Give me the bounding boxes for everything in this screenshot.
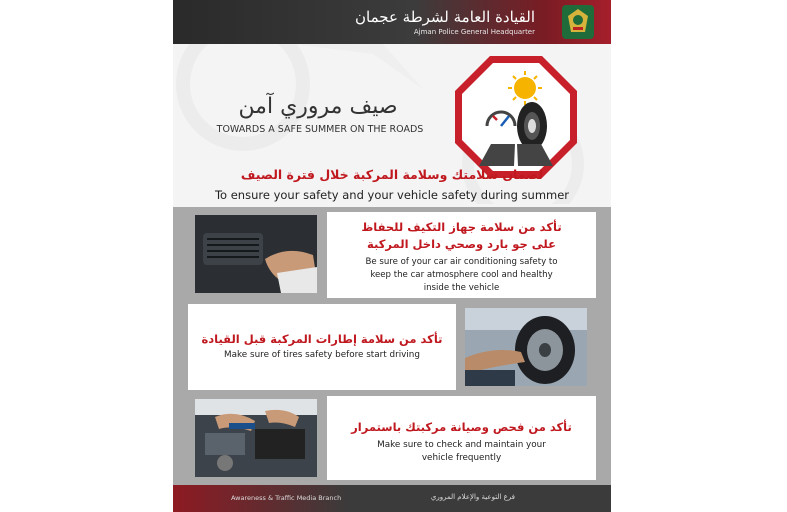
tip-3-english-line-2: vehicle frequently bbox=[421, 453, 502, 463]
footer-bar bbox=[173, 485, 611, 512]
tip-card-maintenance bbox=[327, 396, 596, 480]
police-emblem-icon bbox=[555, 2, 601, 42]
tip-1-english-line-2: keep the car atmosphere cool and healthy bbox=[370, 270, 553, 280]
tips-band bbox=[173, 207, 611, 485]
campaign-title-arabic: صيف مروري آمن bbox=[238, 94, 398, 119]
tip-1-arabic-line-2: على جو بارد وصحي داخل المركبة bbox=[367, 237, 556, 251]
intro-text-english: To ensure your safety and your vehicle safety during summer bbox=[214, 188, 570, 202]
header-bar bbox=[173, 0, 611, 44]
tip-card-air-conditioning bbox=[327, 212, 596, 298]
air-conditioning-vent-photo bbox=[195, 215, 317, 293]
tire-check-photo bbox=[465, 308, 587, 386]
tip-3-english-line-1: Make sure to check and maintain your bbox=[377, 440, 546, 450]
tip-3-arabic-line-1: تأكد من فحص وصيانة مركبتك باستمرار bbox=[351, 420, 572, 434]
engine-maintenance-photo bbox=[195, 399, 317, 477]
intro-text-arabic: لضمان سلامتك وسلامة المركبة خلال فترة الصيف bbox=[240, 167, 544, 182]
summer-road-octagon-icon bbox=[453, 54, 579, 180]
org-name-arabic: القيادة العامة لشرطة عجمان bbox=[355, 8, 535, 26]
org-name-english: Ajman Police General Headquarter bbox=[413, 28, 535, 36]
poster bbox=[173, 0, 611, 512]
tire-check-icon bbox=[465, 308, 587, 386]
tip-1-english-line-1: Be sure of your car air conditioning safety to bbox=[365, 257, 558, 267]
tip-1-arabic-line-1: تأكد من سلامة جهاز التكيف للحفاظ bbox=[361, 220, 562, 234]
tip-1-english-line-3: inside the vehicle bbox=[423, 283, 500, 293]
engine-maintenance-icon bbox=[195, 399, 317, 477]
air-conditioning-vent-icon bbox=[195, 215, 317, 293]
tip-card-tires bbox=[188, 304, 456, 390]
tip-2-english-line-1: Make sure of tires safety before start driving bbox=[224, 350, 420, 360]
footer-branch-arabic: فرع التوعية والإعلام المروري bbox=[430, 493, 515, 501]
footer-branch-english: Awareness & Traffic Media Branch bbox=[231, 494, 342, 502]
campaign-title-english: TOWARDS A SAFE SUMMER ON THE ROADS bbox=[216, 124, 424, 135]
tip-2-arabic-line-1: تأكد من سلامة إطارات المركبة قبل القيادة bbox=[201, 332, 443, 346]
